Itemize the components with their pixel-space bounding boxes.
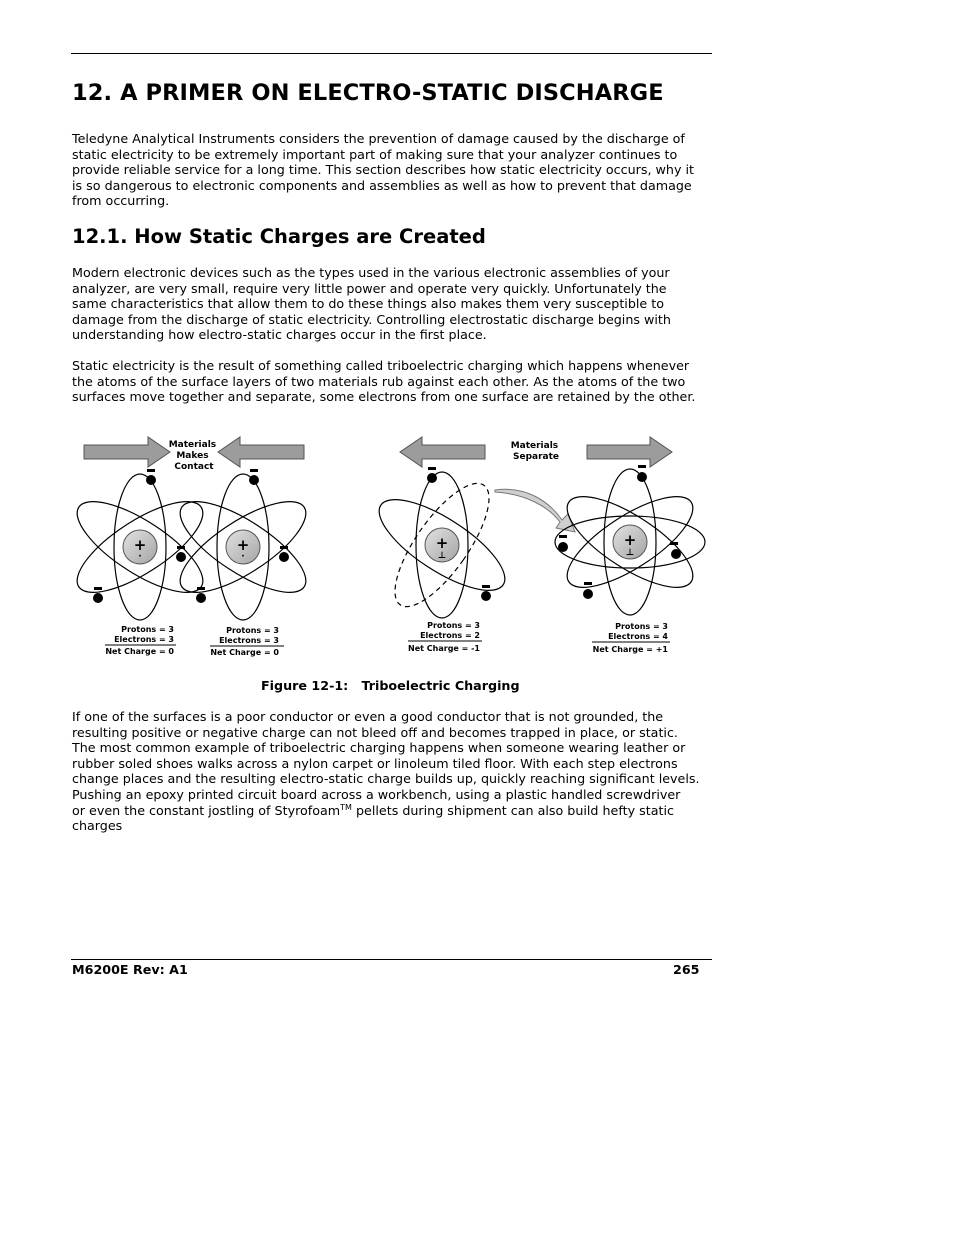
text-line: static electricity to be extremely important part of making sure that your analyzer continues to (72, 146, 678, 162)
text-line: damage from the discharge of static electricity. Controlling electrostatic discharge begins with (72, 311, 671, 327)
footer-doc-id: M6200E Rev: A1 (72, 962, 188, 977)
header-rule (71, 53, 712, 54)
text-line: is so dangerous to electronic components and assemblies as well as how to prevent that damage (72, 177, 692, 193)
arrow-right-icon (84, 437, 170, 467)
triboelectric-figure (70, 430, 720, 662)
body-paragraph (72, 709, 712, 834)
nucleus-plus: + (236, 536, 250, 554)
nucleus-plus: + (623, 531, 637, 549)
minus-signs (94, 469, 185, 590)
text-line: provide reliable service for a long time. This section describes how static electricity occurs, why it (72, 162, 694, 178)
text-line: Pushing an epoxy printed circuit board across a workbench, using a plastic handled screwdriver (72, 786, 681, 802)
text-line: surfaces move together and separate, some electrons from one surface are retained by the other. (72, 389, 696, 405)
chapter-title: 12. A PRIMER ON ELECTRO-STATIC DISCHARGE (72, 80, 664, 106)
text-line: same characteristics that allow them to do these things also makes them very susceptible to (72, 296, 664, 312)
svg-text:Net Charge = +1: Net Charge = +1 (592, 645, 668, 654)
body-paragraph (72, 265, 712, 343)
text-line: Static electricity is the result of something called triboelectric charging which happens whenever (72, 358, 690, 373)
text-line: from occurring. (72, 193, 170, 209)
svg-text:Net Charge = 0: Net Charge = 0 (105, 647, 174, 656)
text-line: change places and the resulting electro-static charge builds up, quickly reaching significant levels. (72, 771, 700, 787)
text-line: understanding how electro-static charges occur in the first place. (72, 327, 487, 343)
text-line: charges (72, 818, 123, 834)
svg-text:Electrons = 2: Electrons = 2 (420, 631, 480, 640)
arrow-left-icon (218, 437, 304, 467)
minus-signs (559, 465, 678, 585)
arrow-right-icon (587, 437, 672, 467)
nucleus-sign: · (138, 552, 142, 562)
body-paragraph (72, 358, 712, 405)
separate-label: Materials Separate (510, 441, 560, 462)
nucleus-plus: + (133, 536, 147, 554)
contact-label: Materials Makes Contact (168, 440, 217, 472)
svg-text:Net Charge = -1: Net Charge = -1 (408, 644, 480, 653)
svg-text:Protons = 3: Protons = 3 (615, 622, 668, 631)
text-line (72, 803, 712, 819)
nucleus-sign: ⊥ (625, 548, 635, 558)
text-line: If one of the surfaces is a poor conductor or even a good conductor that is not grounded, the (72, 709, 664, 724)
text-fragment: or even the constant jostling of Styrofoam (72, 802, 341, 818)
curved-arrow-icon (495, 489, 575, 532)
svg-text:Electrons = 3: Electrons = 3 (114, 635, 174, 644)
text-line: Modern electronic devices such as the types used in the various electronic assemblies of your (72, 265, 670, 280)
minus-signs (428, 467, 490, 588)
svg-text:Protons = 3: Protons = 3 (427, 621, 480, 630)
text-line: resulting positive or negative charge can not bleed off and becomes trapped in place, or static. (72, 724, 678, 740)
figure-caption: Figure 12-1: Triboelectric Charging (261, 678, 520, 693)
arrow-left-icon (400, 437, 485, 467)
minus-signs (197, 469, 288, 590)
text-fragment: pellets during shipment can also build hefty static (351, 802, 674, 818)
text-line: The most common example of triboelectric charging happens when someone wearing leather or (72, 740, 686, 756)
svg-text:Protons = 3: Protons = 3 (226, 626, 279, 635)
charge-summary (408, 621, 482, 653)
text-line: Teledyne Analytical Instruments considers the prevention of damage caused by the discharge of (72, 131, 685, 146)
text-line: the atoms of the surface layers of two materials rub against each other. As the atoms of the two (72, 373, 686, 389)
trademark-mark: TM (340, 802, 352, 812)
text-line: analyzer, are very small, require very little power and operate very quickly. Unfortunately the (72, 280, 667, 296)
svg-text:Protons = 3: Protons = 3 (121, 625, 174, 634)
intro-paragraph (72, 131, 712, 209)
svg-text:Net Charge = 0: Net Charge = 0 (210, 648, 279, 657)
svg-text:Electrons = 3: Electrons = 3 (219, 636, 279, 645)
charge-summary (210, 626, 284, 657)
nucleus-sign: · (241, 552, 245, 562)
text-line: rubber soled shoes walks across a nylon carpet or linoleum tiled floor. With each step electrons (72, 755, 678, 771)
footer-page-number: 265 (673, 962, 700, 977)
svg-text:Electrons = 4: Electrons = 4 (608, 632, 668, 641)
nucleus-plus: + (435, 534, 449, 552)
charge-summary (592, 622, 670, 654)
nucleus-sign: ⊥ (437, 551, 447, 561)
section-heading: 12.1. How Static Charges are Created (72, 225, 486, 248)
charge-summary (105, 625, 176, 656)
footer-rule (71, 959, 712, 960)
